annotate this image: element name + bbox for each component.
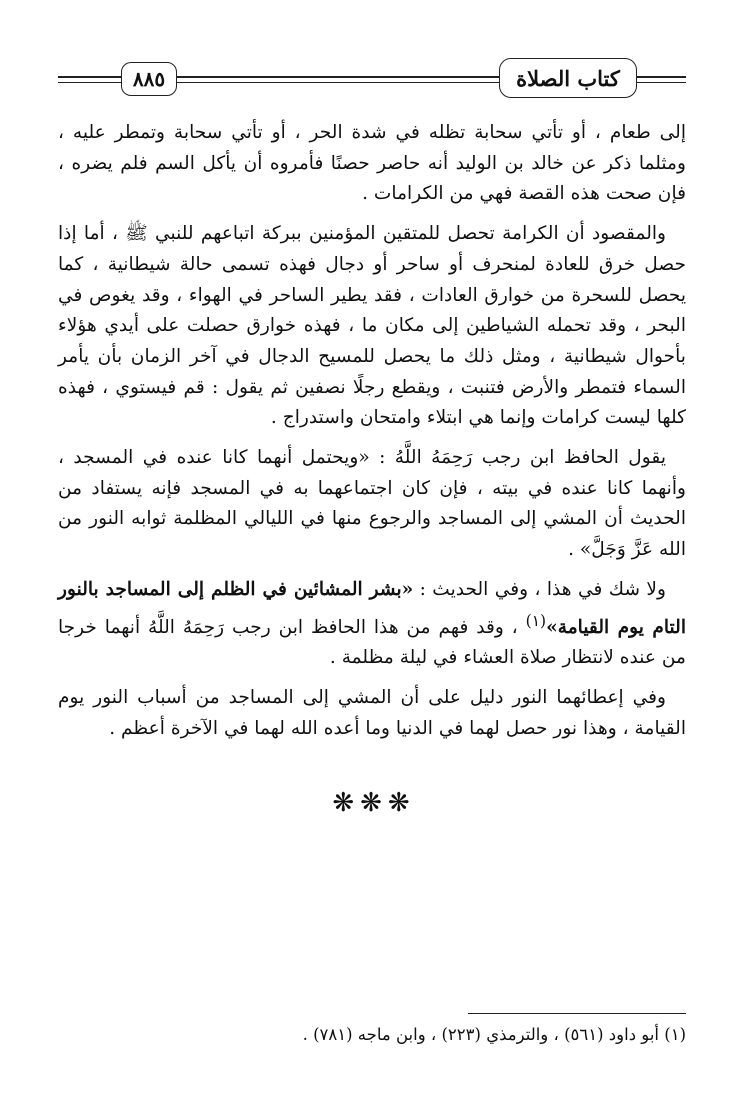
paragraph: إلى طعام ، أو تأتي سحابة تظله في شدة الحر ، أو تأتي سحابة وتمطر عليه ، ومثلما ذكر عن خالد بن الوليد أنه حاصر حصنًا فأمروه أن يأكل السم فلم يضره ، فإن صحت هذه القصة فهي من الكرامات . [58, 122, 686, 205]
footnote: (١) أبو داود (٥٦١) ، والترمذي (٢٢٣) ، وابن ماجه (٧٨١) . [302, 1025, 686, 1044]
header-rule [58, 76, 122, 78]
footnote-ref: (١) [525, 611, 547, 630]
chapter-title: كتاب الصلاة [499, 58, 637, 98]
header-rule [636, 76, 686, 78]
header-rule [176, 82, 500, 83]
hadith-quote: «بشر المشائين في الظلم إلى المساجد بالنور التام يوم القيامة» [58, 578, 686, 638]
header-rule [636, 82, 686, 83]
hadith-paragraph [58, 575, 686, 674]
main-text [58, 118, 686, 745]
paragraph: يقول الحافظ ابن رجب رَحِمَهُ اللَّهُ : «ويحتمل أنهما كانا عنده في المسجد ، وأنهما كانا عنده في بيته ، فإن كان اجتماعهما به في المسجد فإنه يستفاد من الحديث أن المشي إلى المساجد والرجوع منها في الليالي المظلمة ثوابه النور من الله عَزَّ وَجَلَّ» . [58, 447, 686, 561]
paragraph: والمقصود أن الكرامة تحصل للمتقين المؤمنين ببركة اتباعهم للنبي ﷺ ، أما إذا حصل خرق للعادة لمنحرف أو ساحر أو دجال فهذه تسمى حالة شيطانية ، كما يحصل للسحرة من خوارق العادات ، فقد يطير الساحر في الهواء ، وقد يغوص في البحر ، وقد تحمله الشياطين إلى مكان ما ، فهذه خوارق حصلت على أيدي هؤلاء بأحوال شيطانية ، ومثل ذلك ما يحصل للمسيح الدجال في آخر الزمان بأن يأمر السماء فتمطر والأرض فتنبت ، ويقطع رجلًا نصفين ثم يقول : قم فيستوي ، فهذه كلها ليست كرامات وإنما هي ابتلاء وامتحان واستدراج . [58, 223, 686, 429]
hadith-intro: ولا شك في هذا ، وفي الحديث : [413, 578, 666, 600]
page-number: ٨٨٥ [121, 62, 177, 96]
header-rule [176, 76, 500, 78]
paragraph: وفي إعطائهما النور دليل على أن المشي إلى المساجد من أسباب النور يوم القيامة ، وهذا نور حصل لهما في الدنيا وما أعده الله لهما في الآخرة أعظم . [58, 687, 686, 739]
hadith-rest: ، وقد فهم من هذا الحافظ ابن رجب رَحِمَهُ اللَّهُ أنهما خرجا من عنده لانتظار صلاة العشاء في ليلة مظلمة . [58, 616, 686, 669]
section-separator: ❋❋❋ [332, 788, 416, 818]
header-rule [58, 82, 122, 83]
footnote-rule [468, 1013, 686, 1014]
